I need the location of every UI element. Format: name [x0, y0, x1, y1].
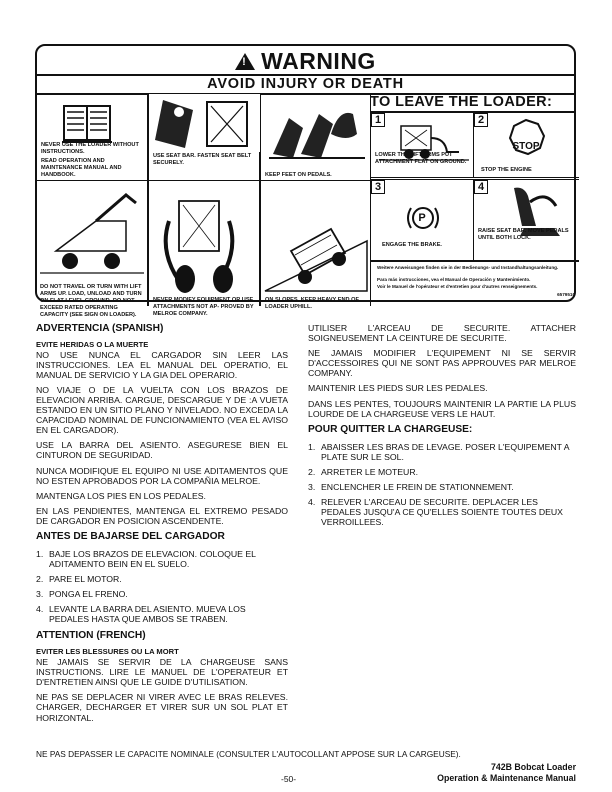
warning-text: WARNING [261, 48, 376, 74]
list-item [36, 549, 288, 569]
list-item [36, 574, 288, 584]
step-1-text: LOWER THE LIFT ARMS PUT ATTACHMENT FLAT ON GROUND. [375, 152, 467, 165]
spanish-paragraph: NUNCA MODIFIQUE EL EQUIPO NI USE ADITAMENTOS QUE NO ESTEN APROBADOS POR LA COMPAÑIA MELROE. [36, 465, 288, 486]
seat-belt-pictogram-cell [148, 93, 260, 180]
capacity-line: NE PAS DEPASSER LE CAPACITE NOMINALE (CONSULTER L'AUTOCOLLANT APPOSE SUR LA CARGEUSE). [36, 749, 461, 759]
french-note: Voir le Manuel de l'opérateur et d'entretien pour d'autres renseignements. [377, 284, 538, 289]
list-text: ARRETER LE MOTEUR. [321, 466, 419, 477]
leave-step-4-cell [473, 179, 579, 261]
list-number: 2. [36, 574, 44, 585]
spanish-note: Para más instrucciones, vea el Manual de Operación y Mantenimiento. [377, 277, 531, 282]
list-item [308, 482, 576, 492]
seat-belt-icon [149, 94, 261, 181]
part-number: 6579510 [557, 292, 575, 297]
warning-title [37, 48, 574, 75]
list-number: 4. [36, 604, 44, 615]
french-heading-2: POUR QUITTER LA CHARGEUSE: [308, 423, 473, 435]
spanish-paragraph: MANTENGA LOS PIES EN LOS PEDALES. [36, 490, 206, 501]
list-number: 1. [36, 548, 44, 559]
spanish-paragraph: USE LA BARRA DEL ASIENTO. ASEGURESE BIEN EL CINTURON DE SEGURIDAD. [36, 440, 288, 461]
seat-bar-text: USE SEAT BAR. FASTEN SEAT BELT SECURELY. [153, 153, 252, 166]
list-text: PONGA EL FRENO. [49, 589, 128, 600]
step-number: 2 [474, 113, 488, 127]
step-number: 3 [371, 180, 385, 194]
manual-name: Operation & Maintenance Manual [437, 773, 576, 784]
step-3-text: ENGAGE THE BRAKE. [382, 242, 442, 248]
never-use-text: NEVER USE THE LOADER WITHOUT INSTRUCTIONS. [41, 142, 139, 155]
spanish-heading: ADVERTENCIA (SPANISH) [36, 323, 164, 334]
lower-lift-arms-icon [371, 112, 474, 178]
step-number: 4 [474, 180, 488, 194]
spanish-paragraph: EN LAS PENDIENTES, MANTENGA EL EXTREMO PESADO DE CARGADOR EN POSICION ASCENDENTE. [36, 505, 288, 526]
leave-step-1-cell [370, 112, 473, 178]
travel-text: DO NOT TRAVEL OR TURN WITH LIFT ARMS UP. LOAD, UNLOAD AND TURN ON FLAT LEVEL GROUND. DO NOT EXCEED RATED OPERATING CAPACITY (SEE SIGN ON LOADER). [40, 284, 142, 318]
list-item [308, 467, 576, 477]
multilang-notice [370, 261, 579, 306]
warning-decal [35, 44, 576, 318]
list-item [36, 589, 288, 599]
leave-loader-heading: TO LEAVE THE LOADER: [370, 94, 553, 110]
modify-pictogram-cell [148, 180, 260, 317]
step-number: 1 [371, 113, 385, 127]
french-paragraph: UTILISER L'ARCEAU DE SECURITE. ATTACHER SOIGNEUSEMENT LA CEINTURE DE SECURITE. [308, 323, 576, 344]
keep-feet-text: KEEP FEET ON PEDALS. [265, 172, 332, 178]
list-text: ABAISSER LES BRAS DE LEVAGE. POSER L'EQUIPEMENT A PLATE SUR LE SOL. [321, 441, 570, 462]
list-text: ENCLENCHER LE FREIN DE STATIONNEMENT. [321, 481, 514, 492]
slopes-pictogram-cell [260, 180, 371, 310]
manual-pictogram-cell [36, 93, 148, 180]
right-column [308, 323, 576, 532]
french-paragraph: NE JAMAIS MODIFIER L'EQUIPEMENT NI SE SERVIR D'ACCESSOIRES QUI NE SONT PAS APPROUVES PAR MELROE COMPANY. [308, 348, 576, 379]
list-number: 3. [36, 589, 44, 600]
slopes-text: ON SLOPES, KEEP HEAVY END OF LOADER UPHILL. [265, 297, 359, 310]
list-item [308, 497, 576, 527]
step-4-text: RAISE SEAT BAR. MOVE PEDALS UNTIL BOTH LOCK. [478, 228, 569, 241]
french-paragraph: NE JAMAIS SE SERVIR DE LA CHARGEUSE SANS INSTRUCTIONS. LIRE LE MANUEL DE L'OPERATEUR ET D'ENTRETIEN AINSI QUE LE GUIDE D'UTILISATION. [36, 657, 288, 688]
manual-title [437, 762, 576, 785]
list-text: RELEVER L'ARCEAU DE SECURITE. DEPLACER LES PEDALES JUSQU'A CE QU'ELLES SOIENTE TOUTES DEUX VERROILLEES. [321, 496, 563, 528]
spanish-heading-2: ANTES DE BAJARSE DEL CARGADOR [36, 531, 225, 543]
brake-p-symbol: P [418, 212, 426, 224]
seat-bar-icon [474, 180, 580, 262]
modify-text: NEVER MODIFY EQUIPMENT OR USE ATTACHMENTS NOT AP- PROVED BY MELROE COMPANY. [153, 297, 254, 317]
list-item [36, 604, 288, 624]
list-text: PARE EL MOTOR. [49, 574, 122, 585]
slope-loader-icon [261, 181, 372, 307]
list-item [308, 442, 576, 462]
loader-icon [149, 181, 261, 307]
list-number: 3. [308, 481, 316, 492]
lift-arms-pictogram-cell [36, 180, 148, 318]
list-text: BAJE LOS BRAZOS DE ELEVACION. COLOQUE EL ADITAMENTO BEIN EN EL SUELO. [49, 548, 256, 569]
pedals-pictogram-cell [260, 93, 371, 180]
french-subheading: EVITER LES BLESSURES OU LA MORT [36, 647, 179, 657]
step-2-text: STOP THE ENGINE [481, 167, 532, 173]
list-number: 2. [308, 466, 316, 477]
german-note: Weitere Anweisungen finden sie in der Bedienungs- und Instandhaltungsanleitung. [377, 265, 559, 270]
model-name: 742B Bobcat Loader [490, 762, 576, 772]
spanish-paragraph: NO VIAJE O DE LA VUELTA CON LOS BRAZOS DE ELEVACION ARRIBA. CARGUE, DESCARGUE Y DE :A VUETA ESTANDO EN UN SITIO PLANO Y NIVELADO. NO EXCEDA LA CAPACIDAD NOMINAL DE FUNCIONAMIENTO (VEA EL AVISO EN EL CARGADOR). [36, 384, 288, 436]
warning-triangle-icon [235, 53, 255, 70]
french-paragraph: MAINTENIR LES PIEDS SUR LES PEDALES. [308, 383, 488, 394]
stop-label: STOP [512, 141, 540, 152]
french-paragraph: NE PAS SE DEPLACER NI VIRER AVEC LE BRAS RELEVES. CHARGER, DECHARGER ET VIRER SUR UN SOL PLAT ET HORIZONTAL. [36, 692, 288, 723]
spanish-subheading: EVITE HERIDAS O LA MUERTE [36, 339, 149, 349]
list-number: 4. [308, 496, 316, 507]
pedals-icon [261, 94, 372, 181]
french-paragraph: DANS LES PENTES, TOUJOURS MAINTENIR LA PARTIE LA PLUS LOURDE DE LA CHARGEUSE VERS LE HAUT. [308, 398, 576, 419]
page-number: -50- [281, 774, 297, 784]
list-number: 1. [308, 441, 316, 452]
avoid-injury-heading: AVOID INJURY OR DEATH [207, 76, 404, 92]
left-column [36, 323, 288, 728]
read-manual-text: READ OPERATION AND MAINTENANCE MANUAL AND HANDBOOK. [41, 158, 122, 178]
list-text: LEVANTE LA BARRA DEL ASIENTO. MUEVA LOS PEDALES HASTA QUE AMBOS SE TRABEN. [49, 604, 246, 625]
french-heading: ATTENTION (FRENCH) [36, 630, 146, 642]
spanish-paragraph: NO USE NUNCA EL CARGADOR SIN LEER LAS INSTRUCCIONES. LEA EL MANUAL DEL OPERATIO, EL MANUAL DE SERVICIO Y LA GIA DEL OPERARIO. [36, 349, 288, 380]
